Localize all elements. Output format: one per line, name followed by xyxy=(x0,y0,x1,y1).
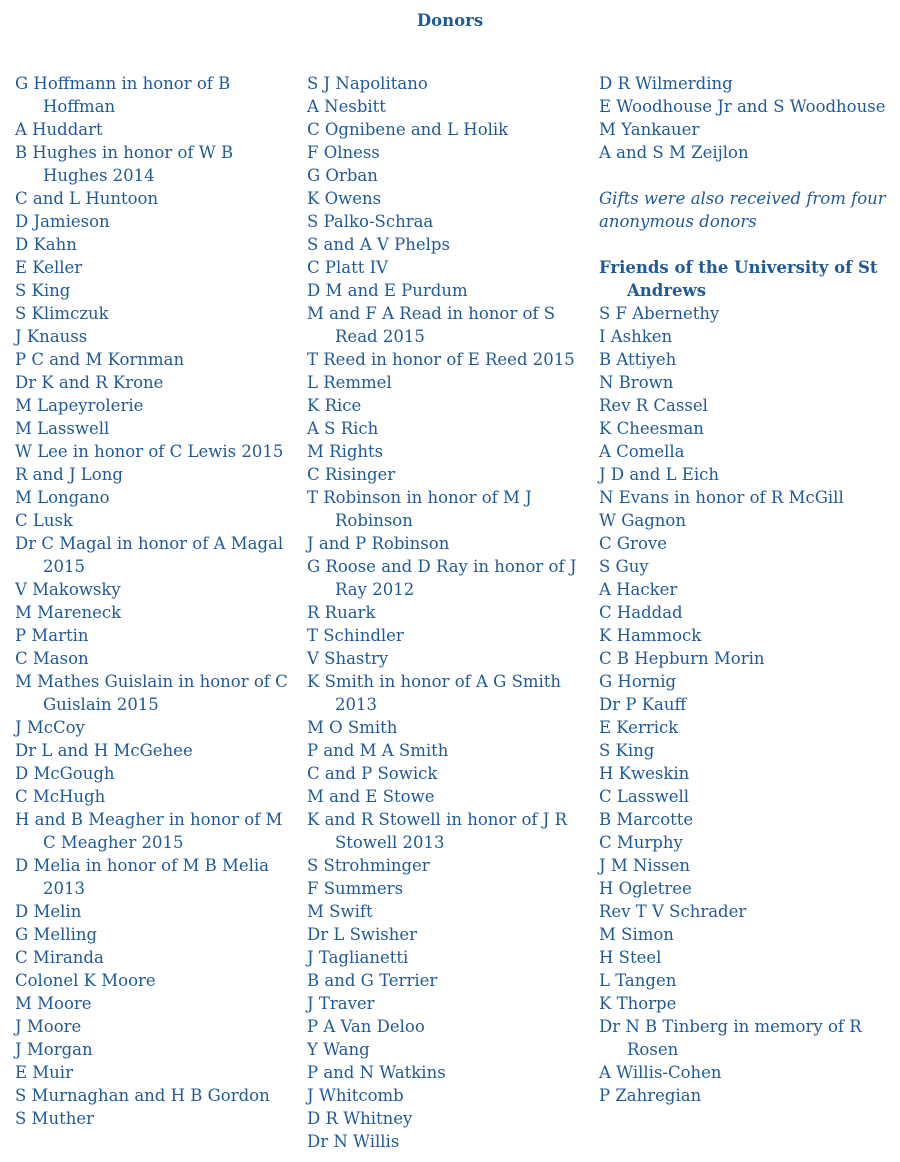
donor-name: G Hoffmann in honor of B Hoffman xyxy=(15,74,231,116)
donor-name: G Orban xyxy=(307,166,378,185)
donor-name: K Smith in honor of A G Smith 2013 xyxy=(307,672,562,714)
donor-name: M Mareneck xyxy=(15,603,122,622)
donor-name: T Robinson in honor of M J Robinson xyxy=(307,488,532,530)
donor-name: J Whitcomb xyxy=(307,1086,404,1105)
donor-name: B Attiyeh xyxy=(599,350,677,369)
donor-name: F Olness xyxy=(307,143,380,162)
donor-name: N Brown xyxy=(599,373,674,392)
donor-name: H Ogletree xyxy=(599,879,692,898)
donor-name: A Huddart xyxy=(15,120,103,139)
donor-name: C Grove xyxy=(599,534,667,553)
donor-name: H and B Meagher in honor of M C Meagher 2015 xyxy=(15,810,283,852)
donor-name: P and N Watkins xyxy=(307,1063,446,1082)
donor-name: D Jamieson xyxy=(15,212,110,231)
donor-name: Rev T V Schrader xyxy=(599,902,747,921)
donor-name: J Taglianetti xyxy=(307,948,409,967)
donor-name: A and S M Zeijlon xyxy=(599,143,749,162)
donor-name: Dr L Swisher xyxy=(307,925,418,944)
friends-group xyxy=(599,302,894,1107)
donor-name: S and A V Phelps xyxy=(307,235,450,254)
donor-name: Dr N B Tinberg in memory of R Rosen xyxy=(599,1017,862,1059)
donor-name: G Hornig xyxy=(599,672,677,691)
donor-name: K Hammock xyxy=(599,626,702,645)
donor-name: S F Abernethy xyxy=(599,304,720,323)
donor-name: S King xyxy=(599,741,655,760)
donor-name: D Melia in honor of M B Melia 2013 xyxy=(15,856,270,898)
donor-name: D Kahn xyxy=(15,235,77,254)
donor-name: E Woodhouse Jr and S Woodhouse xyxy=(599,97,886,116)
donor-name: N Evans in honor of R McGill xyxy=(599,488,844,507)
donor-name: K Thorpe xyxy=(599,994,677,1013)
donor-column-1 xyxy=(15,72,297,1130)
donor-name: P Martin xyxy=(15,626,89,645)
donor-name: J Knauss xyxy=(15,327,88,346)
donor-name: S Muther xyxy=(15,1109,94,1128)
donor-name: P C and M Kornman xyxy=(15,350,185,369)
donor-name: Y Wang xyxy=(307,1040,370,1059)
donor-name: S Strohminger xyxy=(307,856,430,875)
donor-name: J Traver xyxy=(307,994,375,1013)
donor-name: M and E Stowe xyxy=(307,787,435,806)
donor-name: M Rights xyxy=(307,442,384,461)
donor-name: J M Nissen xyxy=(599,856,691,875)
donor-name: H Kweskin xyxy=(599,764,690,783)
donor-name: P A Van Deloo xyxy=(307,1017,425,1036)
donor-name: J D and L Eich xyxy=(599,465,719,484)
donor-name: A S Rich xyxy=(307,419,379,438)
donor-name: M Simon xyxy=(599,925,674,944)
donor-name: S Murnaghan and H B Gordon xyxy=(15,1086,270,1105)
donor-name: G Roose and D Ray in honor of J Ray 2012 xyxy=(307,557,577,599)
donor-name: J Moore xyxy=(15,1017,82,1036)
donor-name: C Risinger xyxy=(307,465,396,484)
donor-name: M Lapeyrolerie xyxy=(15,396,144,415)
donor-name: Dr N Willis xyxy=(307,1132,400,1151)
friends-list xyxy=(599,302,894,1107)
donor-name: G Melling xyxy=(15,925,98,944)
donor-name: C McHugh xyxy=(15,787,106,806)
donor-name: Dr P Kauff xyxy=(599,695,687,714)
donor-name: J Morgan xyxy=(15,1040,93,1059)
donor-name: C and L Huntoon xyxy=(15,189,159,208)
donor-name: J McCoy xyxy=(15,718,85,737)
donor-name: K Cheesman xyxy=(599,419,704,438)
donor-name: K Owens xyxy=(307,189,382,208)
donor-name: V Makowsky xyxy=(15,580,121,599)
donor-name: S Palko-Schraa xyxy=(307,212,434,231)
donor-name: M Mathes Guislain in honor of C Guislain 2015 xyxy=(15,672,288,714)
donor-name: A Willis-Cohen xyxy=(599,1063,722,1082)
donor-name: A Hacker xyxy=(599,580,678,599)
donor-name: K Rice xyxy=(307,396,362,415)
donor-name: D R Whitney xyxy=(307,1109,413,1128)
donor-name: M Lasswell xyxy=(15,419,110,438)
donor-name: C Murphy xyxy=(599,833,683,852)
donor-name: E Muir xyxy=(15,1063,73,1082)
donor-name: W Lee in honor of C Lewis 2015 xyxy=(15,442,284,461)
donor-name: B Marcotte xyxy=(599,810,694,829)
donor-column-3 xyxy=(599,72,894,1107)
donor-name: L Remmel xyxy=(307,373,392,392)
donor-name: R and J Long xyxy=(15,465,123,484)
donor-name: M and F A Read in honor of S Read 2015 xyxy=(307,304,556,346)
donor-name: T Reed in honor of E Reed 2015 xyxy=(307,350,575,369)
donor-name: B Hughes in honor of W B Hughes 2014 xyxy=(15,143,234,185)
donor-name: C Haddad xyxy=(599,603,683,622)
donor-name: H Steel xyxy=(599,948,662,967)
donor-name: L Tangen xyxy=(599,971,677,990)
donor-column-2 xyxy=(307,72,589,1153)
donor-name: Dr L and H McGehee xyxy=(15,741,193,760)
donor-name: Colonel K Moore xyxy=(15,971,156,990)
donor-name: M O Smith xyxy=(307,718,398,737)
donor-name: T Schindler xyxy=(307,626,404,645)
donor-name: I Ashken xyxy=(599,327,673,346)
donor-name: C Mason xyxy=(15,649,89,668)
donor-name: D Melin xyxy=(15,902,82,921)
donor-name: P Zahregian xyxy=(599,1086,702,1105)
donor-name: R Ruark xyxy=(307,603,376,622)
donor-name: B and G Terrier xyxy=(307,971,438,990)
anonymous-donors-note: Gifts were also received from four anonymous donors xyxy=(599,189,886,231)
donor-name: D McGough xyxy=(15,764,115,783)
donor-name: C Ognibene and L Holik xyxy=(307,120,509,139)
donor-name: A Nesbitt xyxy=(307,97,386,116)
donor-name: J and P Robinson xyxy=(307,534,450,553)
section-heading-friends: Friends of the University of St Andrews xyxy=(599,258,878,300)
donor-name: D M and E Purdum xyxy=(307,281,468,300)
donor-name: D R Wilmerding xyxy=(599,74,733,93)
donor-name: S Klimczuk xyxy=(15,304,109,323)
donor-name: C B Hepburn Morin xyxy=(599,649,765,668)
donor-name: C Platt IV xyxy=(307,258,389,277)
donor-name: C and P Sowick xyxy=(307,764,438,783)
page-title: Donors xyxy=(416,11,484,30)
donor-name: F Summers xyxy=(307,879,404,898)
donor-name: V Shastry xyxy=(307,649,389,668)
donor-name: K and R Stowell in honor of J R Stowell 2013 xyxy=(307,810,568,852)
donor-name: C Lusk xyxy=(15,511,73,530)
donor-name: M Moore xyxy=(15,994,92,1013)
donor-name: C Lasswell xyxy=(599,787,690,806)
donor-group-3 xyxy=(599,72,894,164)
donor-name: E Kerrick xyxy=(599,718,679,737)
donor-list-3 xyxy=(599,72,894,164)
donor-name: E Keller xyxy=(15,258,83,277)
donor-name: M Yankauer xyxy=(599,120,700,139)
donor-name: S Guy xyxy=(599,557,649,576)
donor-name: Dr C Magal in honor of A Magal 2015 xyxy=(15,534,284,576)
donor-name: P and M A Smith xyxy=(307,741,449,760)
donor-name: S King xyxy=(15,281,71,300)
donor-name: M Longano xyxy=(15,488,110,507)
donor-name: M Swift xyxy=(307,902,373,921)
donor-name: C Miranda xyxy=(15,948,104,967)
donor-name: S J Napolitano xyxy=(307,74,428,93)
donor-name: W Gagnon xyxy=(599,511,686,530)
donor-name: Rev R Cassel xyxy=(599,396,708,415)
donor-name: A Comella xyxy=(599,442,685,461)
donor-name: Dr K and R Krone xyxy=(15,373,164,392)
